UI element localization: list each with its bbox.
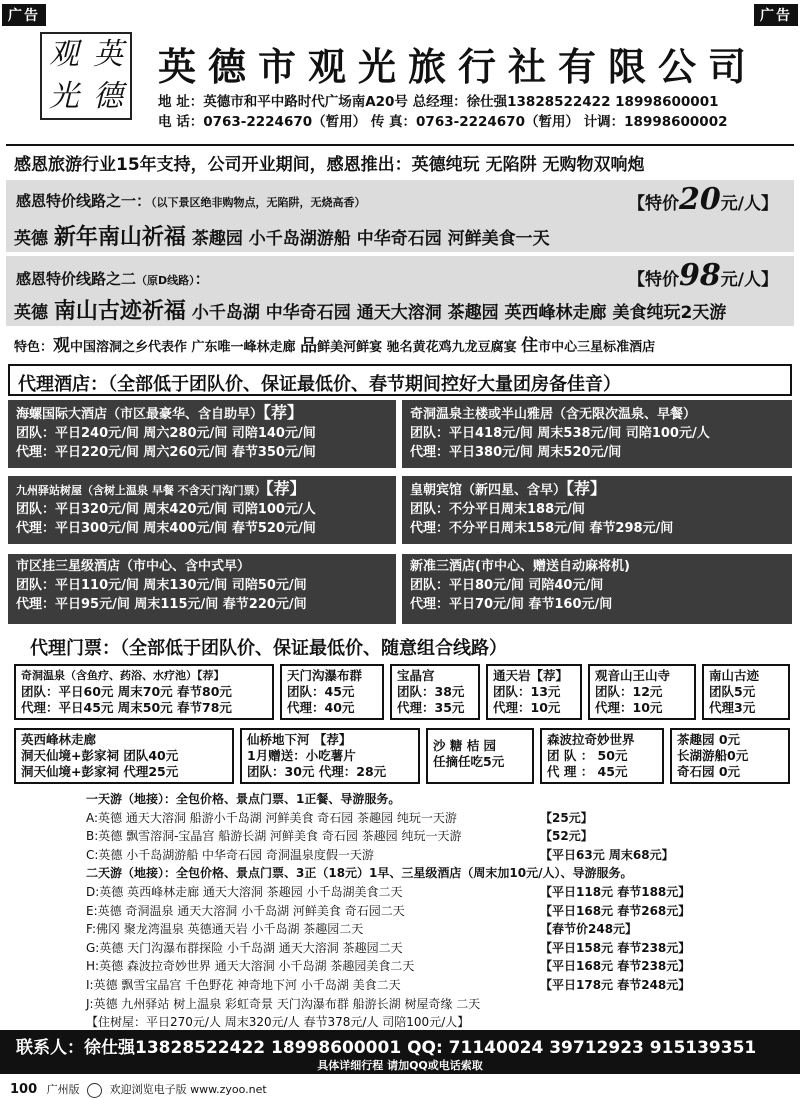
tour-text: G:英德 天门沟瀑布群探险 小千岛湖 通天大溶洞 茶趣园二天	[86, 940, 403, 955]
tour-price: 【春节价248元】	[540, 922, 638, 937]
tour-item	[86, 995, 480, 1012]
tour-price: 【平日118元 春节188元】	[540, 885, 691, 899]
logo-char: 观	[49, 37, 79, 72]
hotels-heading: 代理酒店：（全部低于团队价、保证最低价、春节期间控好大量团房备佳音）	[8, 364, 792, 396]
route-itinerary: 英德 南山古迹祈福 小千岛湖 中华奇石园 通天大溶洞 茶趣园 英西峰林走廊 美食纯玩2天游	[14, 299, 727, 324]
tour-text: H:英德 森波拉奇妙世界 通天大溶洞 小千岛湖 茶趣园美食二天	[86, 959, 415, 974]
footer-note: 具体详细行程 请加QQ或电话索取	[317, 1059, 483, 1072]
hotel-card: 皇朝宾馆（新四星、含早）【荐】 团队：不分平日周末188元/间 代理：不分平日周末158元/间 春节298元/间	[402, 476, 792, 544]
page-number: 100	[10, 1082, 38, 1097]
route-price: 【特价20元/人】	[628, 182, 778, 217]
tour-price: 【平日168元 春节238元】	[540, 959, 691, 974]
ticket-card: 宝晶宫 团队：38元 代理：35元	[390, 664, 480, 720]
tour-item	[86, 976, 691, 993]
ticket-card: 茶趣园 0元 长湖游船0元 奇石园 0元	[670, 728, 790, 784]
tour-text: E:英德 奇洞温泉 通天大溶洞 小千岛湖 河鲜美食 奇石园二天	[86, 903, 405, 918]
tour-price: 【25元】	[540, 810, 593, 825]
hotel-card: 新准三酒店(市中心、赠送自动麻将机) 团队：平日80元/间 司陪40元/间 代理：平日70元/间 春节160元/间	[402, 554, 792, 624]
tour-item	[86, 827, 593, 844]
tour-item	[86, 864, 632, 881]
logo-char: 英	[93, 37, 123, 72]
contact-address: 地 址：英德市和平中路时代广场南A20号 总经理：徐仕强13828522422 18998600001	[158, 94, 719, 110]
logo-char: 德	[93, 79, 123, 114]
route-title: 感恩特价线路之二	[16, 270, 137, 288]
ticket-card: 观音山王山寺 团队：12元 代理：10元	[588, 664, 696, 720]
promo-banner: 感恩旅游行业15年支持，公司开业期间，感恩推出：英德纯玩 无陷阱 无购物双响炮	[14, 155, 645, 175]
ticket-card: 沙 糖 桔 园 任摘任吃5元	[426, 728, 534, 784]
ad-tag-right: 广告	[754, 4, 798, 26]
features-line: 特色：观中国溶洞之乡代表作 广东唯一峰林走廊 品鲜美河鲜宴 驰名黄花鸡九龙豆腐宴 住市中心三星标准酒店	[14, 336, 656, 356]
logo-char: 光	[49, 79, 79, 114]
ticket-card: 南山古迹 团队5元 代理3元	[702, 664, 790, 720]
footer-contact: 联系人：徐仕强13828522422 18998600001 QQ: 71140024 39712923 915139351	[16, 1038, 757, 1058]
tour-price: 【52元】	[540, 829, 593, 844]
tour-text: 一天游（地接）：全包价格、景点门票、1正餐、导游服务。	[86, 792, 401, 806]
company-logo	[40, 32, 132, 120]
tour-text: F:佛冈 聚龙湾温泉 英德通天岩 小千岛湖 茶趣园二天	[86, 922, 364, 937]
website: 欢迎浏览电子版 www.zyoo.net	[109, 1083, 267, 1096]
ticket-card: 天门沟瀑布群 团队：45元 代理：40元	[280, 664, 384, 720]
special-route-1	[6, 180, 794, 252]
tour-price: 【平日168元 春节268元】	[540, 903, 691, 918]
route-title: 感恩特价线路之一：	[16, 192, 152, 210]
page-footer	[10, 1081, 267, 1098]
tour-price: 【平日63元 周末68元】	[540, 847, 674, 862]
tour-item	[86, 1013, 469, 1030]
tour-text: B:英德 飘雪溶洞-宝晶宫 船游长湖 河鲜美食 奇石园 茶趣园 纯玩一天游	[86, 829, 462, 844]
route-note: （以下景区绝非购物点，无陷阱，无烧高香）	[151, 196, 366, 209]
tour-price: 【平日158元 春节238元】	[540, 940, 691, 955]
tour-text: 【住树屋：平日270元/人 周末320元/人 春节378元/人 司陪100元/人】	[86, 1015, 470, 1030]
tour-text: 二天游（地接）：全包价格、景点门票、3正（18元）1早、三星级酒店（周末加10元/人）、导游服务。	[86, 866, 633, 881]
tour-item	[86, 902, 691, 919]
tour-text: C:英德 小千岛湖游船 中华奇石园 奇洞温泉度假一天游	[86, 847, 374, 862]
hotel-card: 海螺国际大酒店（市区最豪华、含自助早）【荐】 团队：平日240元/间 周六280元/间 司陪140元/间 代理：平日220元/间 周六260元/间 春节350元/间	[8, 400, 396, 468]
tour-item	[86, 846, 674, 863]
route-price: 【特价98元/人】	[628, 258, 778, 293]
ticket-card: 仙桥地下河 【荐】 1月赠送：小吃薯片 团队：30元 代理：28元	[240, 728, 420, 784]
tour-text: I:英德 飘雪宝晶宫 千色野花 神奇地下河 小千岛湖 美食二天	[86, 978, 401, 992]
tour-text: A:英德 通天大溶洞 船游小千岛湖 河鲜美食 奇石园 茶趣园 纯玩一天游	[86, 810, 457, 825]
ticket-card: 奇洞温泉（含鱼疗、药浴、水疗池）【荐】 团队：平日60元 周末70元 春节80元 代理：平日45元 周末50元 春节78元	[14, 664, 274, 720]
tour-item	[86, 920, 638, 937]
ad-tag-left: 广告	[2, 4, 46, 26]
ticket-card: 英西峰林走廊 洞天仙境+彭家祠 团队40元 洞天仙境+彭家祠 代理25元	[14, 728, 234, 784]
tickets-heading: 代理门票：（全部低于团队价、保证最低价、随意组合线路）	[30, 638, 507, 659]
hotel-card: 奇洞温泉主楼或半山雅居（含无限次温泉、早餐） 团队：平日418元/间 周末538元/间 司陪100元/人 代理：平日380元/间 周末520元/间	[402, 400, 792, 468]
tour-item	[86, 809, 593, 826]
tour-text: J:英德 九州驿站 树上温泉 彩虹奇景 天门沟瀑布群 船游长湖 树屋奇缘 二天	[86, 996, 481, 1011]
tour-item	[86, 790, 400, 807]
hotel-card: 市区挂三星级酒店（市中心、含中式早） 团队：平日110元/间 周末130元/间 司陪50元/间 代理：平日95元/间 周末115元/间 春节220元/间	[8, 554, 396, 624]
tour-item	[86, 939, 691, 956]
tour-price: 【平日178元 春节248元】	[540, 978, 691, 992]
contact-phone: 电 话：0763-2224670（暂用） 传 真：0763-2224670（暂用） 计调：18998600002	[158, 114, 728, 130]
ticket-card: 通天岩【荐】 团队：13元 代理：10元	[486, 664, 582, 720]
site-logo-icon	[87, 1083, 102, 1098]
divider	[6, 144, 794, 146]
edition: 广州版	[46, 1083, 80, 1096]
company-name: 英德市观光旅行社有限公司	[158, 45, 759, 89]
ticket-card: 森波拉奇妙世界 团 队 ： 50元 代 理 ： 45元	[540, 728, 664, 784]
tour-item	[86, 957, 691, 974]
hotel-card: 九州驿站树屋（含树上温泉 早餐 不含天门沟门票）【荐】 团队：平日320元/间 周末420元/间 司陪100元/人 代理：平日300元/间 周末400元/间 春节520元/间	[8, 476, 396, 544]
route-itinerary: 英德 新年南山祈福 茶趣园 小千岛湖游船 中华奇石园 河鲜美食一天	[14, 225, 550, 250]
tour-item	[86, 883, 691, 900]
footer-contact-bar	[0, 1030, 800, 1074]
company-header	[10, 28, 790, 140]
special-route-2: 感恩特价线路之二（原D线路）： 【特价98元/人】 英德 南山古迹祈福 小千岛湖 中华奇石园 通天大溶洞 茶趣园 英西峰林走廊 美食纯玩2天游	[6, 256, 794, 326]
route-note: （原D线路）	[136, 274, 195, 287]
tour-text: D:英德 英西峰林走廊 通天大溶洞 茶趣园 小千岛湖美食二天	[86, 885, 403, 899]
